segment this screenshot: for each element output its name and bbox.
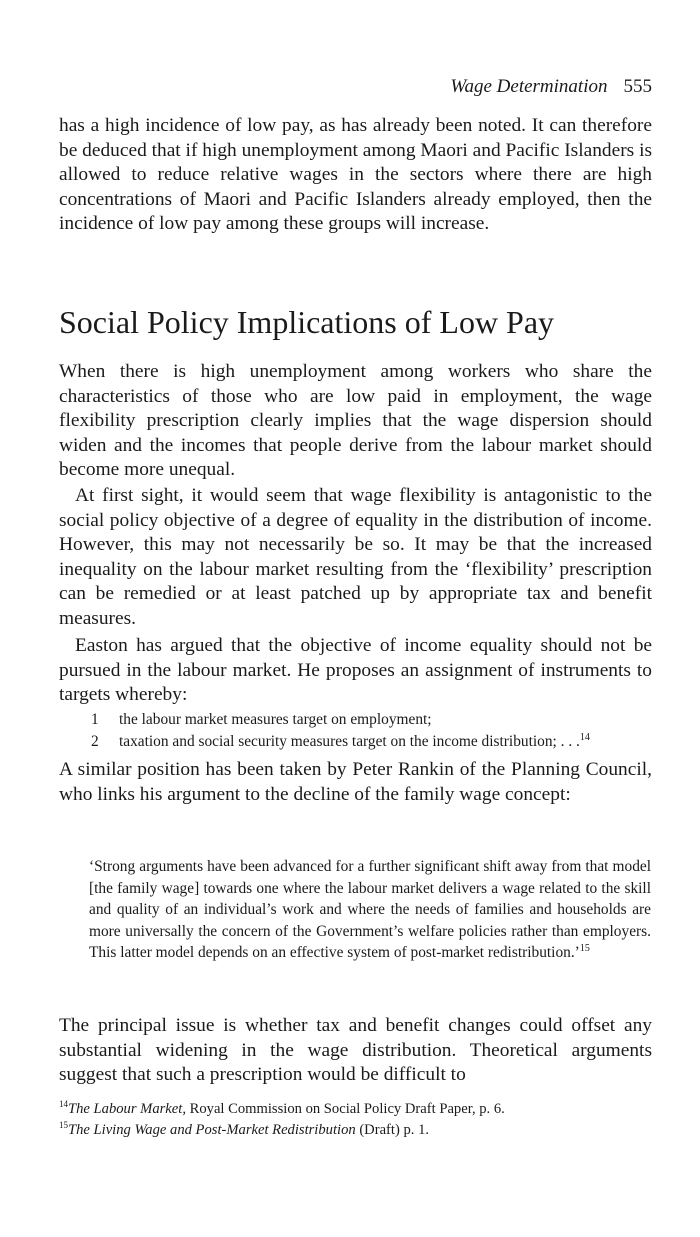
footnote-mark: 15 xyxy=(59,1119,68,1130)
running-head xyxy=(450,76,652,98)
list-item-number: 2 xyxy=(91,732,99,750)
footnote-ref[interactable]: 14 xyxy=(579,731,590,743)
list-item-text: the labour market measures target on employment; xyxy=(119,711,432,728)
section-heading: Social Policy Implications of Low Pay xyxy=(59,304,555,340)
footnotes xyxy=(59,1099,652,1140)
list-item-text: taxation and social security measures target on the income distribution; . . . xyxy=(119,732,580,750)
footnote xyxy=(59,1099,652,1120)
paragraph-principal-issue: The principal issue is whether tax and benefit changes could offset any substantial widening in the wage distribution. Theoretical arguments suggest that such a prescription would be difficult to xyxy=(59,1015,652,1086)
footnote-text: Royal Commission on Social Policy Draft Paper, p. 6. xyxy=(185,1101,505,1117)
list-item xyxy=(59,709,652,731)
paragraph-rankin: A similar position has been taken by Peter Rankin of the Planning Council, who links his argument to the decline of the family wage concept: xyxy=(59,759,652,805)
list-item xyxy=(59,731,652,753)
instruments-list xyxy=(59,709,652,752)
footnote-mark: 14 xyxy=(59,1099,68,1110)
footnote-title: The Labour Market, xyxy=(68,1101,186,1117)
page-number: 555 xyxy=(623,76,652,97)
list-item-number: 1 xyxy=(91,711,99,728)
quote-text: ‘Strong arguments have been advanced for a further significant shift away from that model [the family wage] towards one where the labour market delivers a wage related to the skill and quality of an individual’s work and where the needs of families and households are more universally the concern of the Government’s welfare policies rather than employers. This latter model depends on an effective system of post-market redistribution.’ xyxy=(89,858,651,961)
running-head-title: Wage Determination xyxy=(450,76,608,97)
footnote-title: The Living Wage and Post-Market Redistribution xyxy=(68,1121,356,1138)
paragraph-intro: When there is high unemployment among workers who share the characteristics of those who are low paid in employment, the wage flexibility prescription clearly implies that the wage dispersion should widen and the incomes that people derive from the labour market should become more unequal. xyxy=(59,361,652,481)
paragraph-first-sight: At first sight, it would seem that wage flexibility is antagonistic to the social policy objective of a degree of equality in the distribution of income. However, this may not necessarily be so. It may be that the increased inequality on the labour market resulting from the ‘flexibility’ prescription can be remedied or at least patched up by appropriate tax and benefit measures. xyxy=(59,485,652,629)
paragraph-continuation: has a high incidence of low pay, as has already been noted. It can therefore be deduced that if high unemployment among Maori and Pacific Islanders is allowed to reduce relative wages in the sectors where there are high concentrations of Maori and Pacific Islanders already employed, then the incidence of low pay among these groups will increase. xyxy=(59,115,652,235)
block-quote xyxy=(89,856,651,964)
footnote xyxy=(59,1120,652,1141)
footnote-ref[interactable]: 15 xyxy=(579,942,590,954)
footnote-text: (Draft) p. 1. xyxy=(355,1121,430,1138)
paragraph-easton: Easton has argued that the objective of income equality should not be pursued in the labour market. He proposes an assignment of instruments to targets whereby: xyxy=(59,635,652,706)
